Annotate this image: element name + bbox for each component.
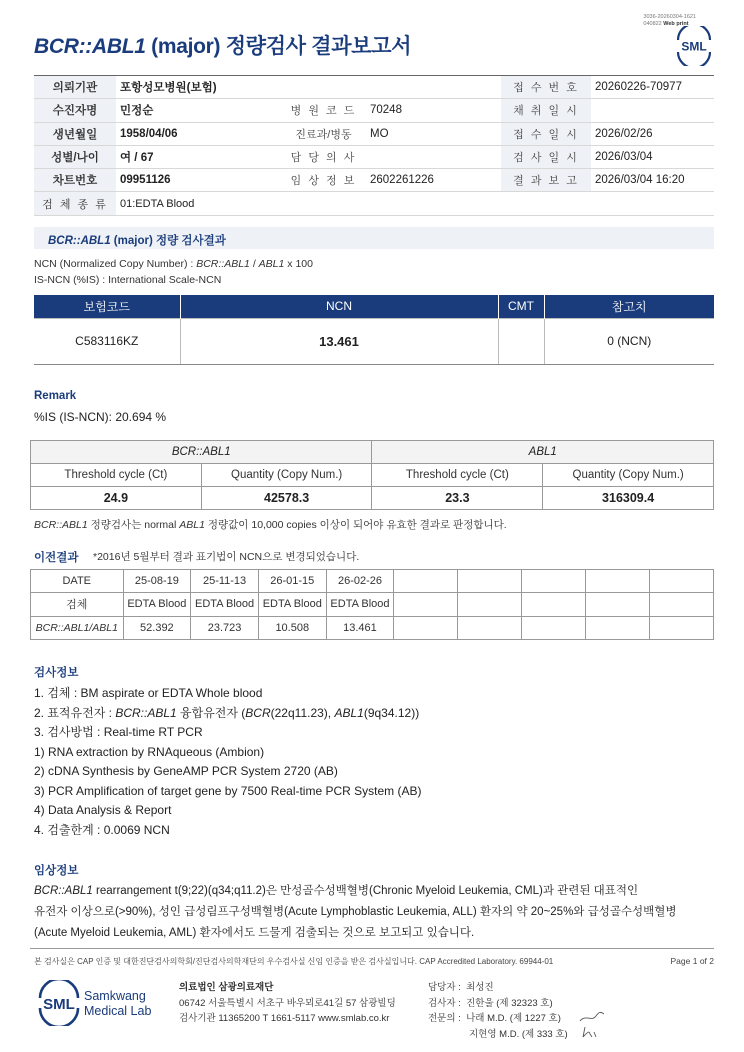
company-info: 의료법인 삼광의료재단 06742 서울특별시 서초구 바우뫼로41길 57 삼광빌딩 검사기관 11365200 T 1661-5117 www.smlab.co.kr <box>179 982 396 1024</box>
insurance-code: C583116KZ <box>34 318 180 364</box>
result-section-title: BCR::ABL1 (major) 정량 검사결과 <box>34 227 714 249</box>
svg-text:SML: SML <box>43 996 75 1013</box>
test-info-list: 1. 검체 : BM aspirate or EDTA Whole blood 2. 표적유전자 : BCR::ABL1 융합유전자 (BCR(22q11.23), ABL1(9q34.12)) 3. 검사방법 : Real-time RT PCR 1) RNA extraction by RNAqueous (Ambion) 2) cDNA Synthesis by GeneAMP PCR System 2720 (AB) 3) PCR Amplification of target gene by 7500 Real-time PCR System (AB) 4) Data Analysis & Report 4. 검출한계 : 0.0069 NCN <box>34 686 422 837</box>
svg-text:SML: SML <box>681 39 707 54</box>
page-title: BCR::ABL1 (major) 정량검사 결과보고서 <box>34 35 412 58</box>
ncn-definition: NCN (Normalized Copy Number) : BCR::ABL1 / ABL1 x 100 IS-NCN (%IS) : International Scale-NCN <box>34 258 313 286</box>
reference-value: 0 (NCN) <box>544 318 714 364</box>
sml-bottom-logo-icon <box>36 980 166 1026</box>
remark-value: %IS (IS-NCN): 20.694 % <box>34 410 167 424</box>
clinical-info-text: BCR::ABL1 rearrangement t(9;22)(q34;q11.2)은 만성골수성백혈병(Chronic Myeloid Leukemia, CML)과 관련된 대표적인 유전자 이상으로(>90%), 성인 급성림프구성백혈병(Acute Lymphoblastic Leukemia, ALL) 환자의 약 20~25%와 급성골수성백혈병 (Acute Myeloid Leukemia, AML) 환자에서도 드물게 검출되는 것으로 보고되고 있습니다. <box>34 885 677 939</box>
test-info-title: 검사정보 <box>34 667 79 679</box>
sml-logo-icon <box>674 26 714 66</box>
svg-text:Medical Lab: Medical Lab <box>84 1004 152 1018</box>
svg-text:Samkwang: Samkwang <box>84 989 146 1003</box>
samkwang-logo <box>36 980 166 1026</box>
previous-results-note: *2016년 5월부터 결과 표기법이 NCN으로 변경되었습니다. <box>93 551 360 563</box>
ncn-value: 13.461 <box>180 318 498 364</box>
patient-info-table: 의뢰기관 포항성모병원(보험) 접 수 번 호 20260226-70977 수진자명 민정순 병 원 코 드 70248 채 취 일 시 생년월일 1958/04/06 진료과/병동 MO 접 수 일 시 2026/02/26 성별/나이 여 / 67 담 당 의 사 검 사 일 시 2026/03/04 차트번호 09951126 임 상 정 보 2602261226 결 과 보 고 2026/03/04 16:20 검 체 종 류 01:EDTA Blood <box>34 75 714 216</box>
signature-icon-2 <box>580 1024 604 1040</box>
accreditation-note: 본 검사실은 CAP 인증 및 대한진단검사의학회/진단검사의학재단의 우수검사실 신임 인증을 받은 검사실입니다. CAP Accredited Laboratory. 69944-01 <box>34 957 554 966</box>
page-number: Page 1 of 2 <box>670 956 714 966</box>
signature-icon <box>578 1010 606 1024</box>
result-table: 보험코드 NCN CMT 참고치 C583116KZ 13.461 0 (NCN) <box>34 295 714 365</box>
footer-divider <box>30 948 714 949</box>
validity-note: BCR::ABL1 정량검사는 normal ABL1 정량값이 10,000 copies 이상이 되어야 유효한 결과로 판정합니다. <box>34 519 507 531</box>
clinical-info-title: 임상정보 <box>34 865 79 877</box>
previous-results-title: 이전결과 <box>34 552 79 564</box>
document-code: 3036-20260304-1621 040822 Web print <box>643 14 696 27</box>
ct-table: BCR::ABL1 ABL1 Threshold cycle (Ct) Quantity (Copy Num.) Threshold cycle (Ct) Quantity (Copy Num.) 24.9 42578.3 23.3 316309.4 <box>30 440 714 510</box>
remark-title: Remark <box>34 390 77 402</box>
staff-info: 담당자 : 최성진 검사자 : 진한울 (제 32323 호) 전문의 : 나래 M.D. (제 1227 호) 지현영 M.D. (제 333 호) <box>428 982 568 1040</box>
previous-results-table: DATE 25-08-19 25-11-13 26-01-15 26-02-26 검체 EDTA Blood EDTA Blood EDTA Blood EDTA Blood BCR::ABL1/ABL1 52.392 23.723 10.508 13.461 <box>30 569 714 640</box>
cmt-value <box>498 318 544 364</box>
